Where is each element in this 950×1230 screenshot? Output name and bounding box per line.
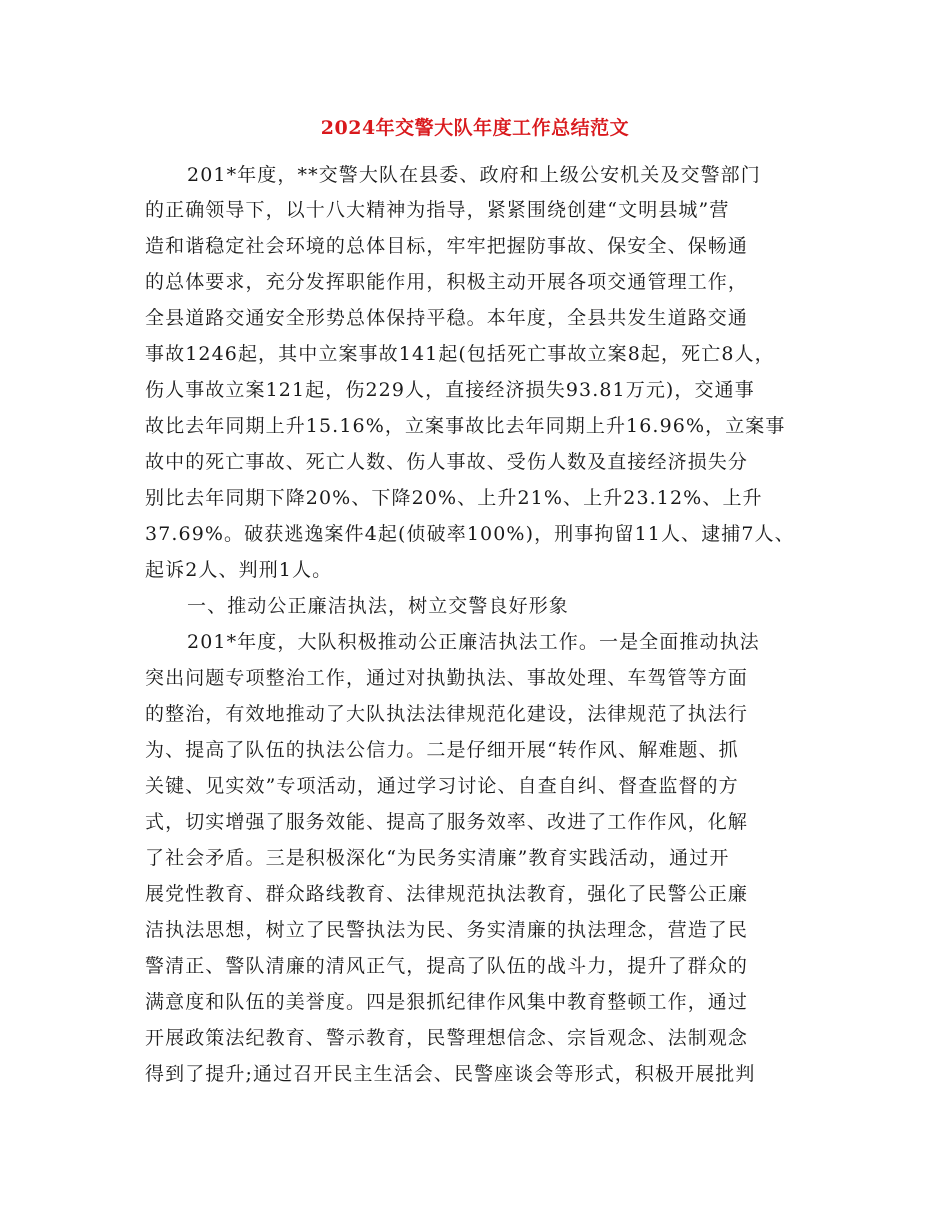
text-line: 201*年度，**交警大队在县委、政府和上级公安机关及交警部门 [187,164,761,186]
text-line: 关键、见实效”专项活动，通过学习讨论、自查自纠、督查监督的方 [145,775,739,797]
text-line: 开展政策法纪教育、警示教育，民警理想信念、宗旨观念、法制观念 [145,1027,749,1049]
text-line: 得到了提升;通过召开民主生活会、民警座谈会等形式，积极开展批判 [145,1063,756,1085]
text-line: 满意度和队伍的美誉度。四是狠抓纪律作风集中教育整顿工作，通过 [145,991,749,1013]
text-line: 的整治，有效地推动了大队执法法律规范化建设，法律规范了执法行 [145,703,749,725]
text-line: 的总体要求，充分发挥职能作用，积极主动开展各项交通管理工作， [145,271,749,293]
text-line: 201*年度，大队积极推动公正廉洁执法工作。一是全面推动执法 [187,631,760,653]
text-line: 洁执法思想，树立了民警执法为民、务实清廉的执法理念，营造了民 [145,919,749,941]
text-line: 了社会矛盾。三是积极深化“为民务实清廉”教育实践活动，通过开 [145,847,730,869]
text-line: 全县道路交通安全形势总体保持平稳。本年度，全县共发生道路交通 [145,307,749,329]
text-line: 为、提高了队伍的执法公信力。二是仔细开展“转作风、解难题、抓 [145,739,739,761]
text-line: 起诉2人、判刑1人。 [145,559,333,581]
text-line: 37.69%。破获逃逸案件4起(侦破率100%)，刑事拘留11人、逮捕7人、 [145,523,795,545]
text-line: 式，切实增强了服务效能、提高了服务效率、改进了工作作风，化解 [145,811,749,833]
text-line: 展党性教育、群众路线教育、法律规范执法教育，强化了民警公正廉 [145,883,749,905]
text-line: 造和谐稳定社会环境的总体目标，牢牢把握防事故、保安全、保畅通 [145,235,749,257]
text-line: 警清正、警队清廉的清风正气，提高了队伍的战斗力，提升了群众的 [145,955,749,977]
section-heading: 一、推动公正廉洁执法，树立交警良好形象 [187,595,569,617]
text-line: 突出问题专项整治工作，通过对执勤执法、事故处理、车驾管等方面 [145,667,749,689]
text-line: 事故1246起，其中立案事故141起(包括死亡事故立案8起，死亡8人， [145,343,775,365]
text-line: 伤人事故立案121起，伤229人，直接经济损失93.81万元)，交通事 [145,379,755,401]
text-line: 故中的死亡事故、死亡人数、伤人事故、受伤人数及直接经济损失分 [145,451,749,473]
text-line: 别比去年同期下降20%、下降20%、上升21%、上升23.12%、上升 [145,487,763,509]
text-line: 故比去年同期上升15.16%，立案事故比去年同期上升16.96%，立案事 [145,415,786,437]
text-line: 的正确领导下，以十八大精神为指导，紧紧围绕创建“文明县城”营 [145,199,730,221]
document-title: 2024年交警大队年度工作总结范文 [320,117,630,139]
